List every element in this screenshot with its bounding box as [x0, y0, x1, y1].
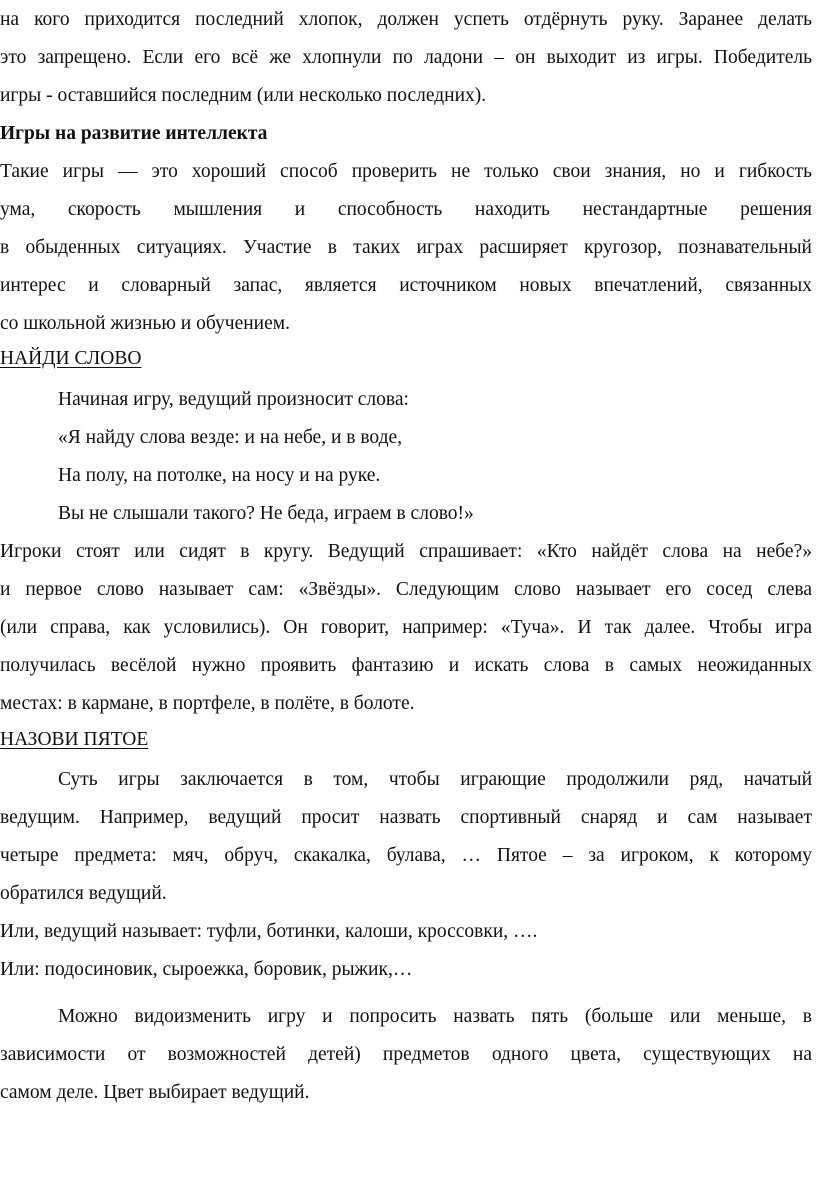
text-line: Или, ведущий называет: туфли, ботинки, калоши, кроссовки, …. [0, 921, 538, 942]
text-line: интерес и словарный запас, является источником новых впечатлений, связанных [0, 275, 812, 296]
text-line: (или справа, как условились). Он говорит, например: «Туча». И так далее. Чтобы игра [0, 617, 812, 638]
poem-line: Вы не слышали такого? Не беда, играем в слово!» [58, 503, 474, 524]
text-line: Или: подосиновик, сыроежка, боровик, рыжик,… [0, 959, 413, 980]
text-line: на кого приходится последний хлопок, должен успеть отдёрнуть руку. Заранее делать [0, 9, 812, 30]
text-line: зависимости от возможностей детей) предметов одного цвета, существующих на [0, 1044, 812, 1065]
text-line: обратился ведущий. [0, 883, 167, 904]
text-line: это запрещено. Если его всё же хлопнули по ладони – он выходит из игры. Победитель [0, 47, 812, 68]
text-line: и первое слово называет сам: «Звёзды». Следующим слово называет его сосед слева [0, 579, 812, 600]
text-line: со школьной жизнью и обучением. [0, 313, 290, 334]
text-line: ума, скорость мышления и способность находить нестандартные решения [0, 199, 812, 220]
text-line: ведущим. Например, ведущий просит назвать спортивный снаряд и сам называет [0, 807, 812, 828]
game-title-name-fifth: НАЗОВИ ПЯТОЕ [0, 729, 149, 750]
text-line: Такие игры — это хороший способ проверить не только свои знания, но и гибкость [0, 161, 812, 182]
poem-line: На полу, на потолке, на носу и на руке. [58, 465, 381, 486]
text-line: игры - оставшийся последним (или несколько последних). [0, 85, 487, 106]
text-line: в обыденных ситуациях. Участие в таких играх расширяет кругозор, познавательный [0, 237, 812, 258]
section-heading: Игры на развитие интеллекта [0, 123, 268, 144]
text-line: Начиная игру, ведущий произносит слова: [58, 389, 409, 410]
text-line: самом деле. Цвет выбирает ведущий. [0, 1082, 310, 1103]
text-line: Суть игры заключается в том, чтобы играющие продолжили ряд, начатый [58, 769, 812, 790]
text-line: Можно видоизменить игру и попросить назвать пять (больше или меньше, в [58, 1006, 812, 1027]
text-line: местах: в кармане, в портфеле, в полёте, в болоте. [0, 693, 415, 714]
text-line: Игроки стоят или сидят в кругу. Ведущий спрашивает: «Кто найдёт слова на небе?» [0, 541, 812, 562]
game-title-find-word: НАЙДИ СЛОВО [0, 348, 142, 369]
text-line: получилась весёлой нужно проявить фантазию и искать слова в самых неожиданных [0, 655, 812, 676]
poem-line: «Я найду слова везде: и на небе, и в воде, [58, 427, 403, 448]
text-line: четыре предмета: мяч, обруч, скакалка, булава, … Пятое – за игроком, к которому [0, 845, 812, 866]
